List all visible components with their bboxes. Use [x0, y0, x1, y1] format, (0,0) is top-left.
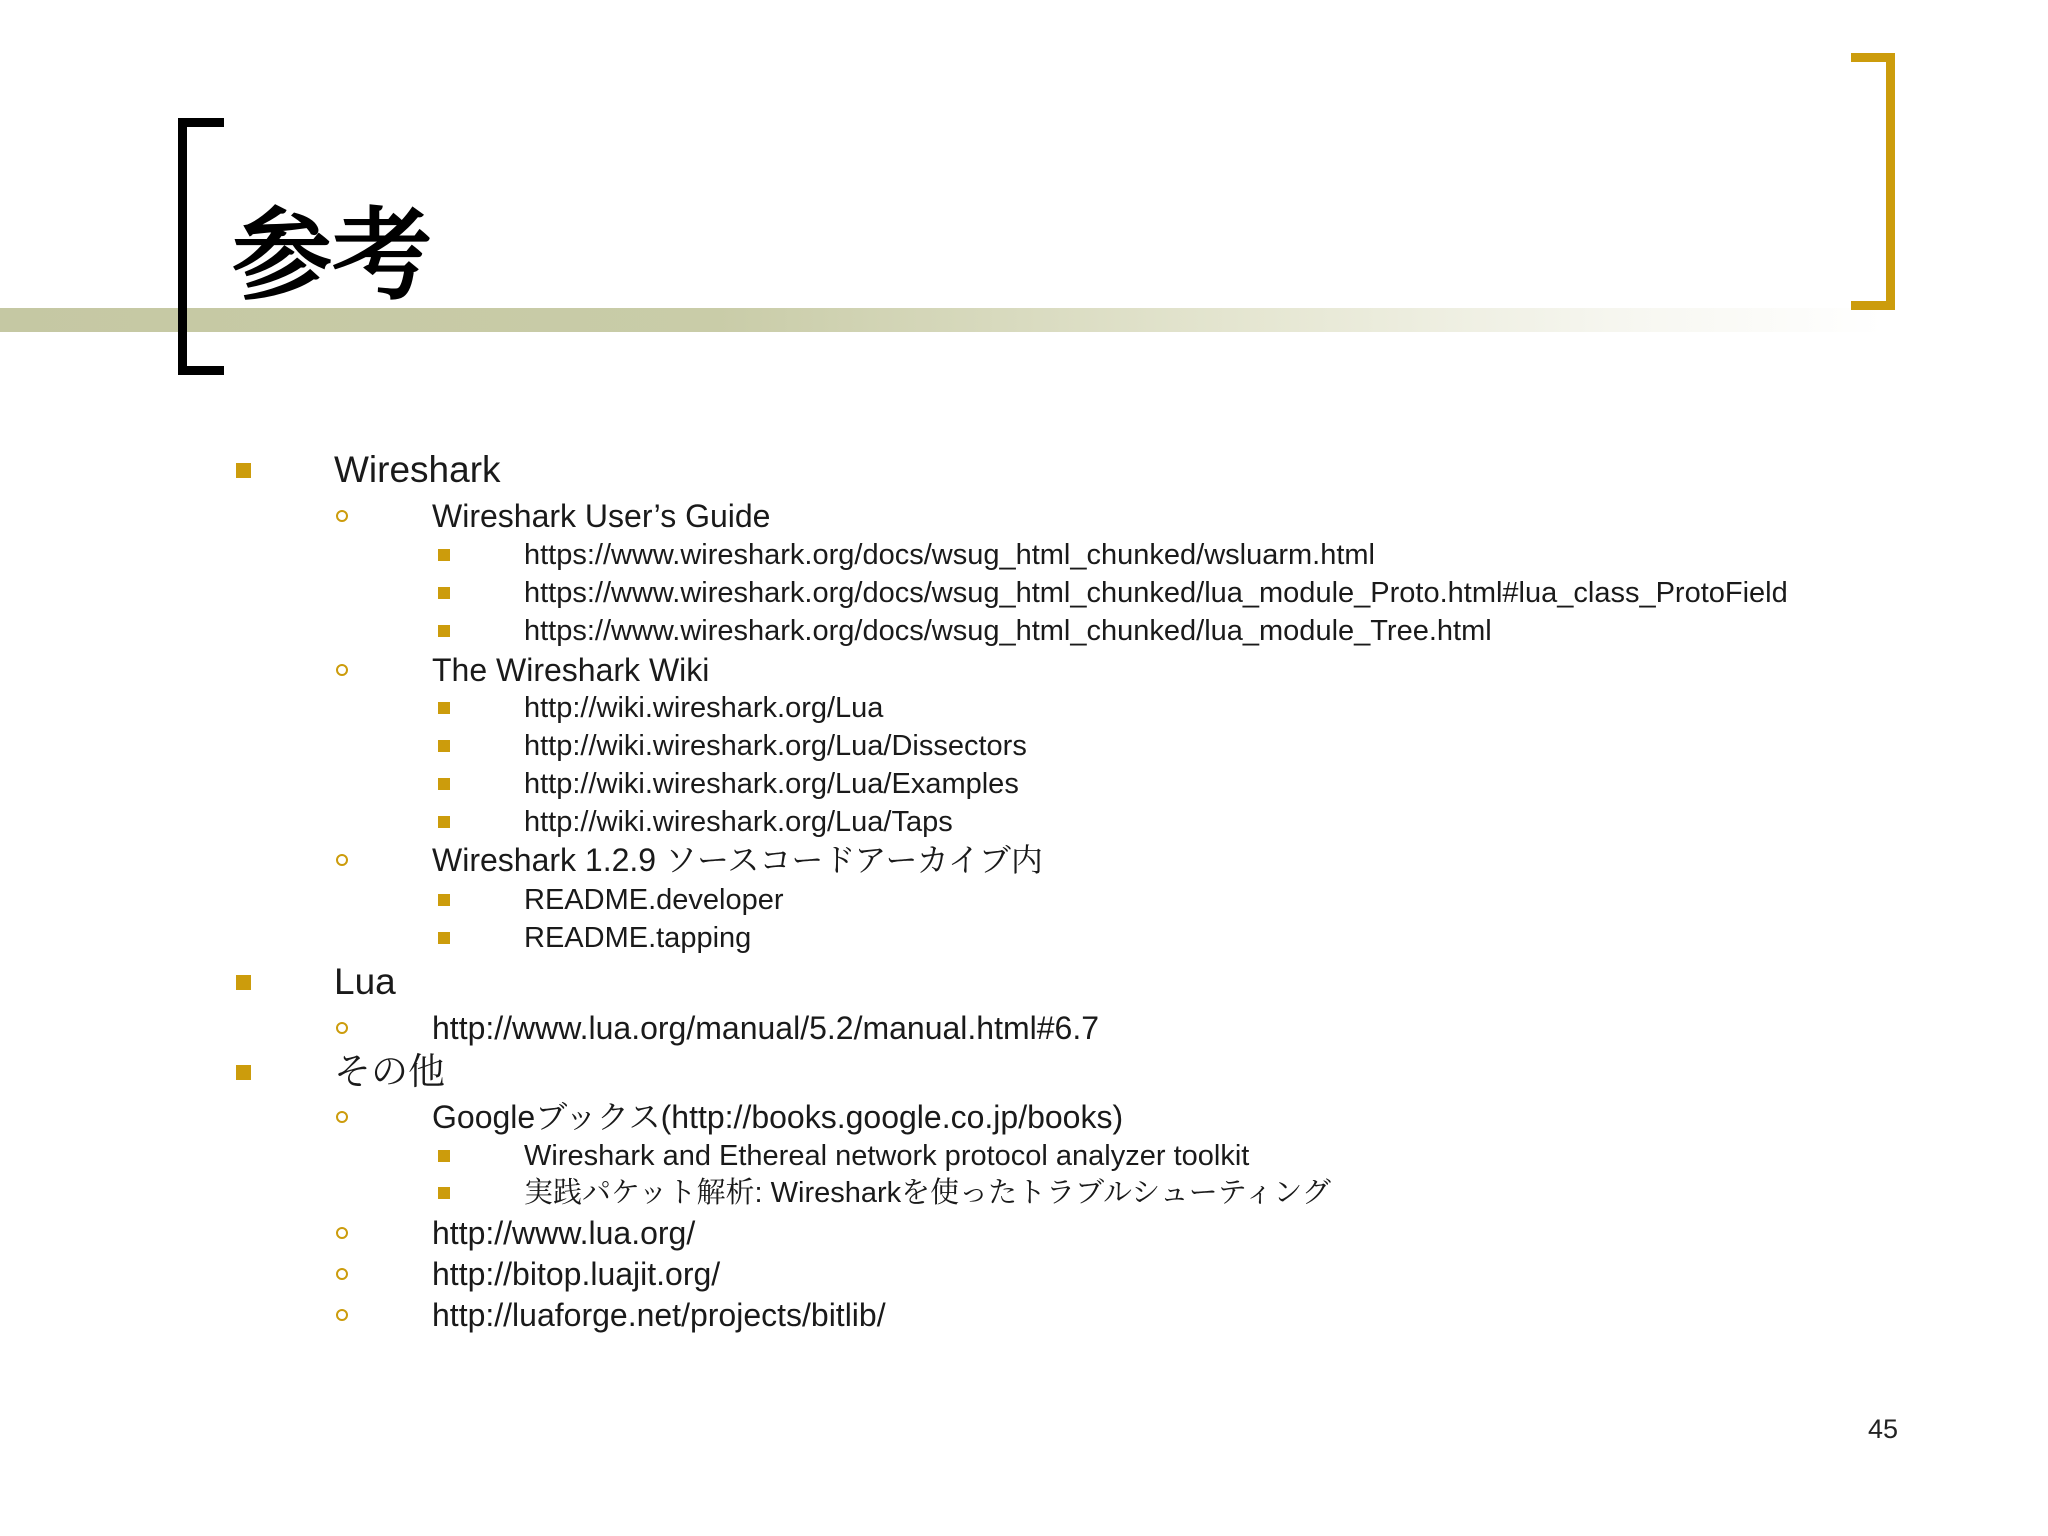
hollow-circle-bullet-icon: [336, 1097, 348, 1137]
list-item-text: Wireshark: [334, 449, 501, 490]
hollow-circle-bullet-icon: [336, 1295, 348, 1335]
hollow-circle-bullet-icon: [336, 1008, 348, 1048]
list-item-text: Wireshark 1.2.9 ソースコードアーカイブ内: [432, 842, 1043, 878]
list-item-text: The Wireshark Wiki: [432, 652, 710, 688]
list-item-text: Googleブックス(http://books.google.co.jp/books): [432, 1099, 1124, 1135]
hollow-circle-bullet-icon: [336, 496, 348, 536]
list-item-text: その他: [334, 1051, 445, 1092]
hollow-circle-bullet-icon: [336, 840, 348, 880]
list-item-text: http://wiki.wireshark.org/Lua/Examples: [524, 768, 1019, 800]
square-bullet-icon: [438, 1173, 450, 1213]
square-bullet-icon: [438, 726, 450, 766]
list-item-text: http://www.lua.org/: [432, 1215, 696, 1251]
hollow-circle-bullet-icon: [336, 1213, 348, 1253]
square-bullet-icon: [438, 688, 450, 728]
square-bullet-icon: [438, 611, 450, 651]
page-number: 45: [1868, 1414, 1899, 1444]
list-item-text: https://www.wireshark.org/docs/wsug_html_chunked/lua_module_Proto.html#lua_class_ProtoField: [524, 577, 1788, 609]
square-bullet-icon: [438, 880, 450, 920]
list-item-text: http://wiki.wireshark.org/Lua/Dissectors: [524, 730, 1027, 762]
list-item-text: http://bitop.luajit.org/: [432, 1256, 721, 1292]
square-bullet-icon: [438, 535, 450, 575]
square-bullet-icon: [236, 962, 251, 1002]
square-bullet-icon: [236, 1052, 251, 1092]
list-item-text: http://luaforge.net/projects/bitlib/: [432, 1297, 886, 1333]
square-bullet-icon: [438, 1136, 450, 1176]
list-item-text: README.tapping: [524, 922, 752, 954]
list-item-text: Wireshark User’s Guide: [432, 498, 771, 534]
square-bullet-icon: [438, 802, 450, 842]
list-item-text: http://www.lua.org/manual/5.2/manual.html#6.7: [432, 1010, 1100, 1046]
list-item-text: README.developer: [524, 884, 784, 916]
hollow-circle-bullet-icon: [336, 650, 348, 690]
list-item-text: https://www.wireshark.org/docs/wsug_html_chunked/lua_module_Tree.html: [524, 615, 1492, 647]
list-item-text: 実践パケット解析: Wiresharkを使ったトラブルシューティング: [524, 1177, 1331, 1209]
list-item-text: http://wiki.wireshark.org/Lua/Taps: [524, 806, 953, 838]
square-bullet-icon: [236, 450, 251, 490]
square-bullet-icon: [438, 764, 450, 804]
square-bullet-icon: [438, 918, 450, 958]
list-item-text: Lua: [334, 961, 396, 1002]
hollow-circle-bullet-icon: [336, 1254, 348, 1294]
list-item-text: http://wiki.wireshark.org/Lua: [524, 692, 884, 724]
list-item-text: https://www.wireshark.org/docs/wsug_html_chunked/wsluarm.html: [524, 539, 1375, 571]
list-item-text: Wireshark and Ethereal network protocol analyzer toolkit: [524, 1140, 1250, 1172]
square-bullet-icon: [438, 573, 450, 613]
slide-title: 参考: [232, 197, 432, 314]
